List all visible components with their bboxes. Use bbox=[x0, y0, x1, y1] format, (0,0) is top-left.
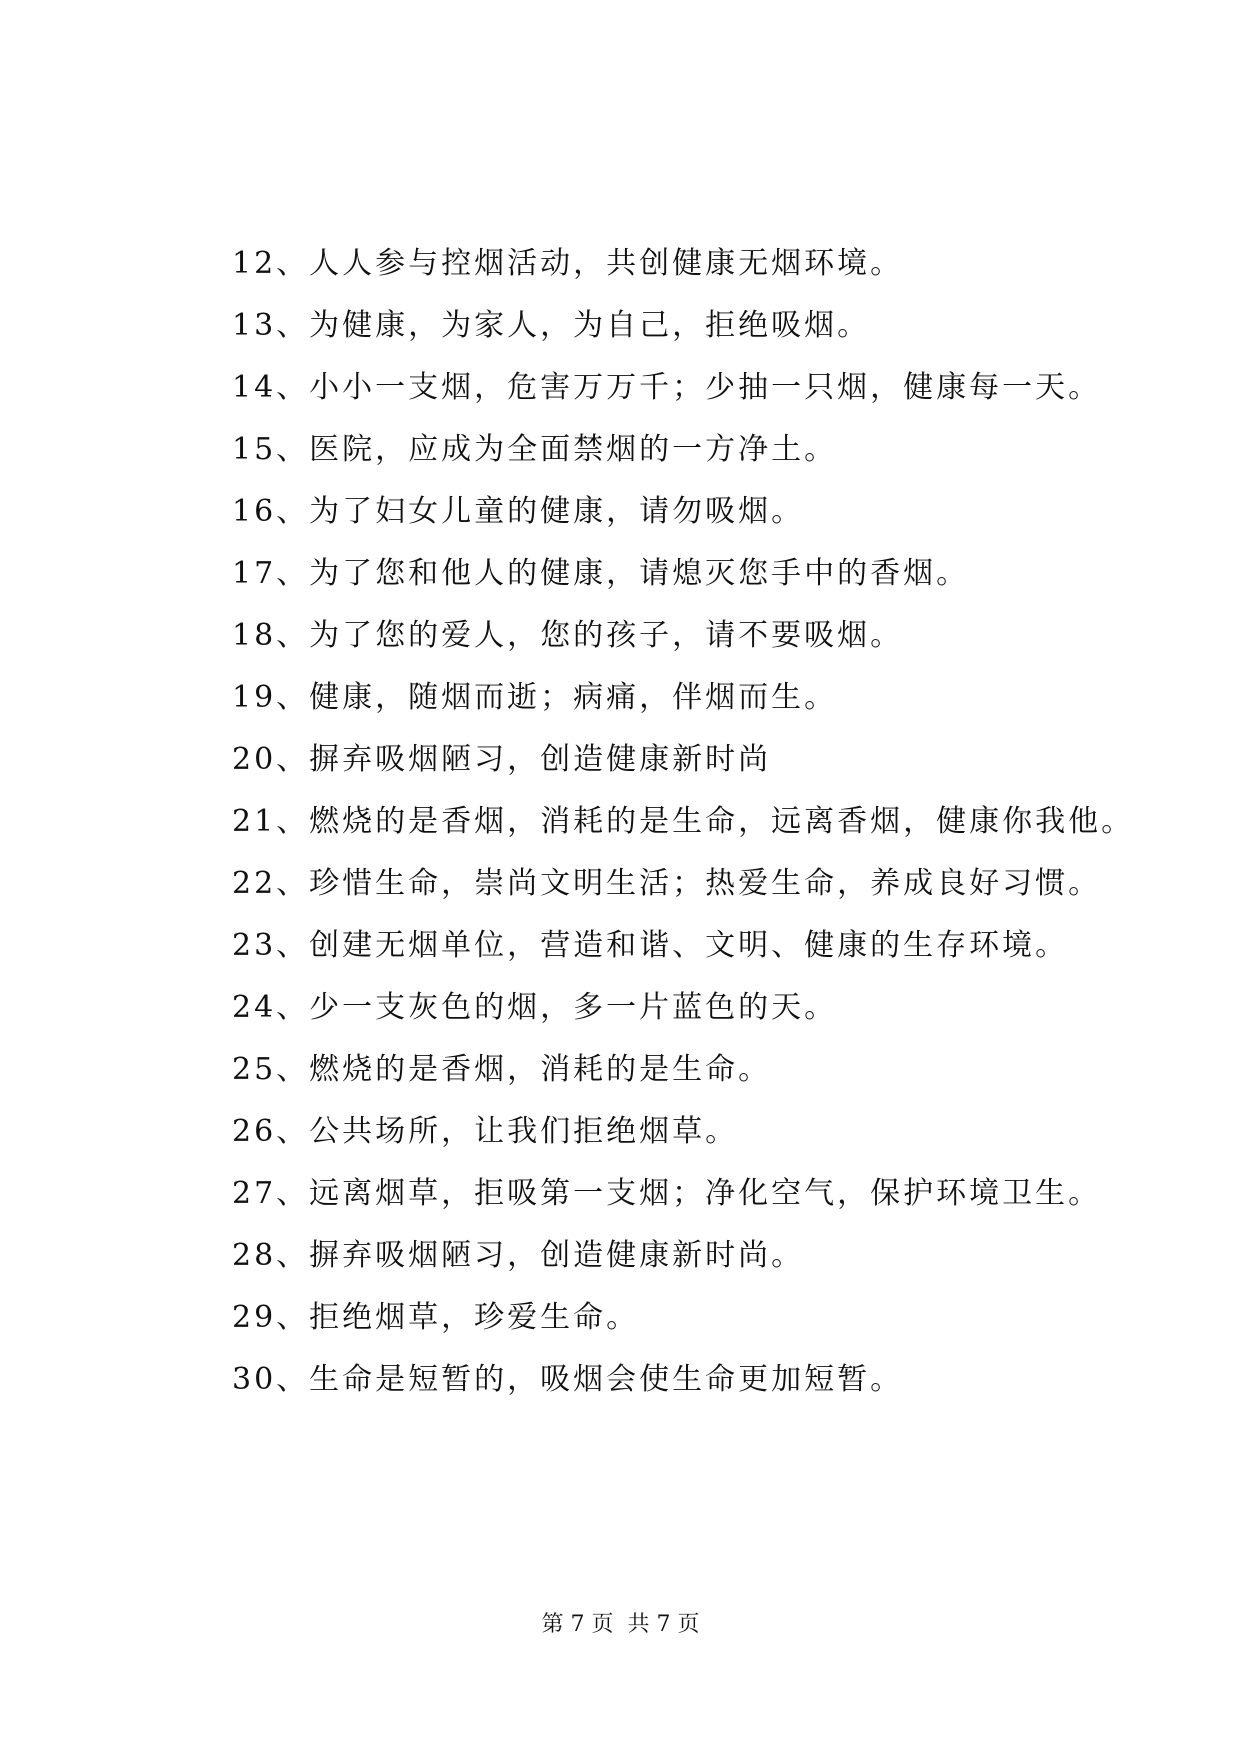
slogan-line-25: 25、燃烧的是香烟，消耗的是生命。 bbox=[232, 1052, 772, 1087]
slogan-line-27: 27、远离烟草，拒吸第一支烟；净化空气，保护环境卫生。 bbox=[232, 1176, 1102, 1211]
slogan-line-19: 19、健康，随烟而逝；病痛，伴烟而生。 bbox=[232, 680, 838, 715]
slogan-line-20: 20、摒弃吸烟陋习，创造健康新时尚 bbox=[232, 742, 772, 777]
slogan-list bbox=[232, 233, 1152, 1411]
page-footer: 第 7 页 共 7 页 bbox=[541, 1612, 700, 1637]
slogan-line-21: 21、燃烧的是香烟，消耗的是生命，远离香烟，健康你我他。 bbox=[232, 804, 1135, 839]
slogan-line-26: 26、公共场所，让我们拒绝烟草。 bbox=[232, 1114, 739, 1149]
slogan-line-29: 29、拒绝烟草，珍爱生命。 bbox=[232, 1300, 640, 1335]
slogan-line-16: 16、为了妇女儿童的健康，请勿吸烟。 bbox=[232, 494, 805, 529]
slogan-line-17: 17、为了您和他人的健康，请熄灭您手中的香烟。 bbox=[232, 556, 970, 591]
slogan-line-18: 18、为了您的爱人，您的孩子，请不要吸烟。 bbox=[232, 618, 904, 653]
slogan-line-24: 24、少一支灰色的烟，多一片蓝色的天。 bbox=[232, 990, 838, 1025]
slogan-line-23: 23、创建无烟单位，营造和谐、文明、健康的生存环境。 bbox=[232, 928, 1069, 963]
slogan-line-14: 14、小小一支烟，危害万万千；少抽一只烟，健康每一天。 bbox=[232, 370, 1102, 405]
slogan-line-12: 12、人人参与控烟活动，共创健康无烟环境。 bbox=[232, 246, 904, 281]
slogan-line-15: 15、医院，应成为全面禁烟的一方净土。 bbox=[232, 432, 838, 467]
slogan-line-30: 30、生命是短暂的，吸烟会使生命更加短暂。 bbox=[232, 1362, 904, 1397]
slogan-line-28: 28、摒弃吸烟陋习，创造健康新时尚。 bbox=[232, 1238, 805, 1273]
slogan-line-13: 13、为健康，为家人，为自己，拒绝吸烟。 bbox=[232, 308, 871, 343]
slogan-line-22: 22、珍惜生命，崇尚文明生活；热爱生命，养成良好习惯。 bbox=[232, 866, 1102, 901]
